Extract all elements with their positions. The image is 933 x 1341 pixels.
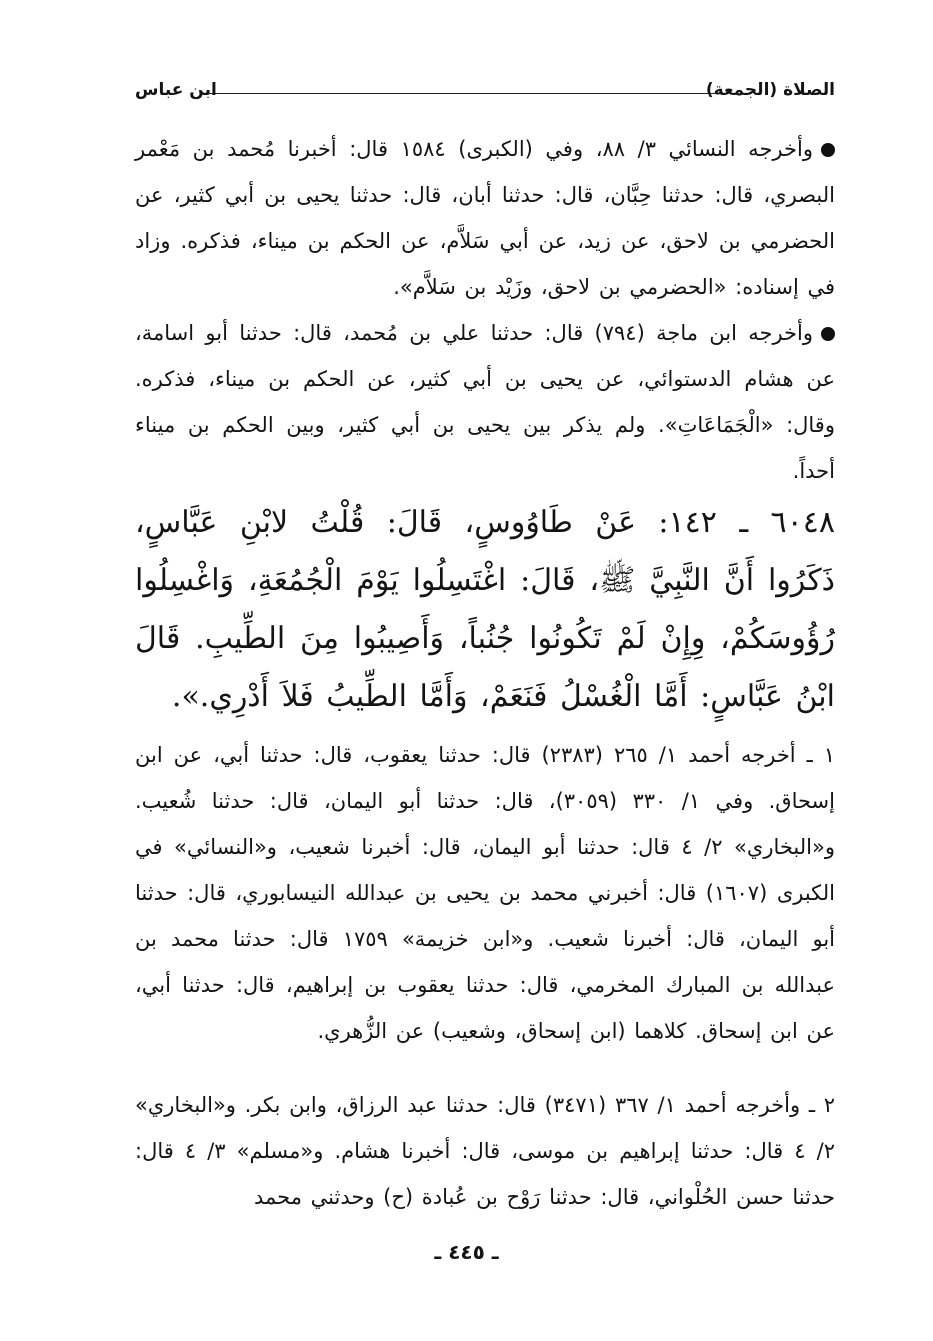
hadith-text (135, 494, 835, 726)
note-ibn-majah (135, 310, 835, 494)
bullet-icon (821, 327, 835, 341)
takhrij-note-1-text: ١ ـ أخرجه أحمد ١/ ٢٦٥ (٢٣٨٣) قال: حدثنا يعقوب، قال: حدثنا أبي، عن ابن إسحاق. وفي ١/ ٣٣٠ (٣٠٥٩)، قال: حدثنا أبو اليمان، قال: حدثنا شُعيب. و«البخاري» ٢/ ٤ قال: حدثنا أبو اليمان، قال: أخبرنا شعيب، و«النسائي» في الكبرى (١٦٠٧) قال: أخبرني محمد بن يحيى بن عبدالله النيسابوري، قال: حدثنا أبو اليمان، قال: أخبرنا شعيب. و«ابن خزيمة» ١٧٥٩ قال: حدثنا محمد بن عبدالله بن المبارك المخرمي، قال: حدثنا يعقوب بن إبراهيم، قال: حدثنا أبي، عن ابن إسحاق. كلاهما (ابن إسحاق، وشعيب) عن الزُّهري. (135, 743, 836, 1043)
bullet-icon (821, 143, 835, 157)
note-nasai (135, 126, 835, 310)
takhrij-note-2 (135, 1082, 835, 1220)
section-title: ابن عباس (135, 80, 217, 100)
running-header (135, 80, 835, 110)
header-rule (205, 93, 715, 94)
note-nasai-text: وأخرجه النسائي ٣/ ٨٨، وفي (الكبرى) ١٥٨٤ قال: أخبرنا مُحمد بن مَعْمر البصري، قال: حدثنا حِبَّان، قال: حدثنا أبان، قال: حدثنا يحيى بن أبي كثير، عن الحضرمي بن لاحق، عن زيد، عن أبي سَلاَّم، عن الحكم بن ميناء، فذكره. وزاد في إسناده: «الحضرمي بن لاحق، وزَيْد بن سَلاَّم». (135, 137, 835, 299)
takhrij-note-2-text: ٢ ـ وأخرجه أحمد ١/ ٣٦٧ (٣٤٧١) قال: حدثنا عبد الرزاق، وابن بكر. و«البخاري» ٢/ ٤ قال: حدثنا إبراهيم بن موسى، قال: أخبرنا هشام. و«مسلم» ٣/ ٤ قال: حدثنا حسن الحُلْواني، قال: حدثنا رَوْح بن عُبادة (ح) وحدثني محمد (135, 1093, 835, 1209)
hadith-body: ٦٠٤٨ ـ ١٤٢: عَنْ طَاوُوسٍ، قَالَ: قُلْتُ لابْنِ عَبَّاسٍ، ذَكَرُوا أَنَّ النَّبِيَّ ﷺ، قَالَ: اغْتَسِلُوا يَوْمَ الْجُمُعَةِ، وَاغْسِلُوا رُؤُوسَكُمْ، وِإِنْ لَمْ تَكُونُوا جُنُباً، وَأَصِيبُوا مِنَ الطِّيبِ. قَالَ ابْنُ عَبَّاسٍ: أَمَّا الْغُسْلُ فَنَعَمْ، وَأَمَّا الطِّيبُ فَلاَ أَدْرِي.». (135, 505, 835, 714)
note-ibn-majah-text: وأخرجه ابن ماجة (٧٩٤) قال: حدثنا علي بن مُحمد، قال: حدثنا أبو اسامة، عن هشام الدستوائي، عن يحيى بن أبي كثير، عن الحكم بن ميناء، فذكره. وقال: «الْجَمَاعَاتِ». ولم يذكر بين يحيى بن أبي كثير، وبين الحكم بن ميناء أحداً. (135, 321, 835, 483)
page-number: ـ ٤٤٥ ـ (434, 1240, 499, 1264)
chapter-title: الصلاة (الجمعة) (705, 80, 835, 100)
takhrij-note-1 (135, 732, 835, 1054)
